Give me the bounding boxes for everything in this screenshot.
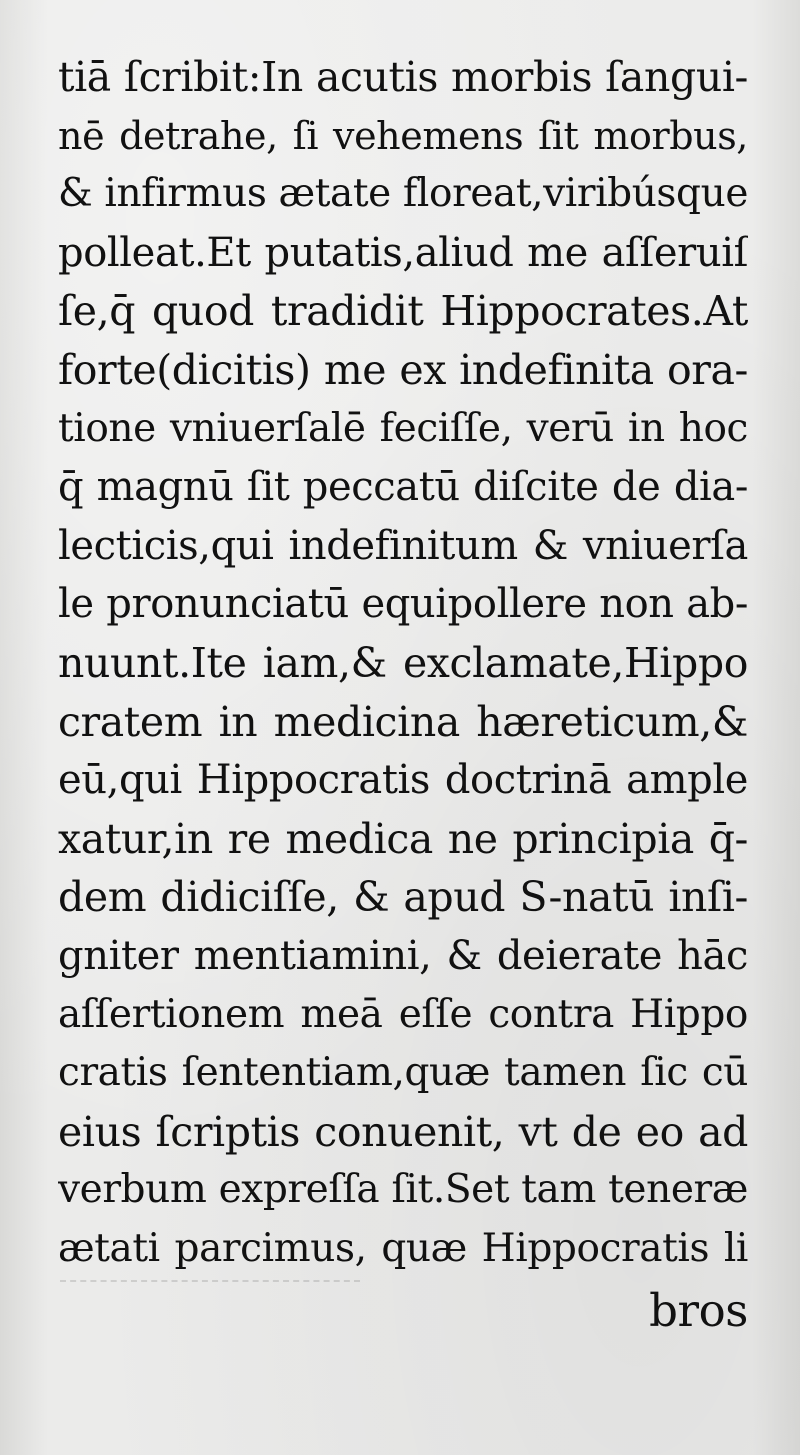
text-line: gniter mentiamini, & deierate hāc: [58, 932, 748, 979]
text-line: cratem in medicina hæreticum,&: [58, 697, 748, 746]
text-block: [58, 48, 748, 1341]
text-line: q̄ magnū ſit peccatū diſcite de dia-: [58, 464, 748, 511]
text-line: ætati parcimus, quæ Hippocratis li: [58, 1225, 748, 1271]
text-line: nuunt.Ite iam,& exclamate,Hippo: [58, 638, 748, 687]
text-line: nē detrahe, ſi vehemens ſit morbus,: [58, 113, 748, 158]
text-line: eū,qui Hippocratis doctrinā ample: [58, 757, 748, 804]
text-line: lecticis,qui indefinitum & vniuerſa: [58, 522, 748, 569]
text-line: cratis ſententiam,quæ tamen ſic cū: [58, 1050, 748, 1096]
text-line: xatur,in re medica ne principia q̄-: [58, 814, 748, 863]
text-line: dem didiciſſe, & apud S-natū inſi-: [58, 873, 748, 922]
faint-show-through-rule: [60, 1280, 360, 1285]
text-line: & infirmus ætate floreat,viribúsque: [58, 171, 748, 217]
text-line: forte(dicitis) me ex indefinita ora-: [58, 345, 748, 394]
text-line: polleat.Et putatis,aliud me aſſeruiſ: [58, 229, 748, 276]
text-line: tiā ſcribit:In acutis morbis ſangui-: [58, 53, 748, 101]
text-line: tione vniuerſalē feciſſe, verū in hoc: [58, 405, 748, 451]
text-line: eius ſcriptis conuenit, vt de eo ad: [58, 1107, 748, 1156]
catchword: bros: [649, 1284, 748, 1338]
text-line: le pronunciatū equipollere non ab-: [58, 581, 748, 628]
text-line: verbum expreſſa ſit.Set tam teneræ: [58, 1167, 748, 1213]
text-line: ſe,q̄ quod tradidit Hippocrates.At: [58, 287, 748, 336]
text-line: aſſertionem meā eſſe contra Hippo: [58, 991, 748, 1037]
